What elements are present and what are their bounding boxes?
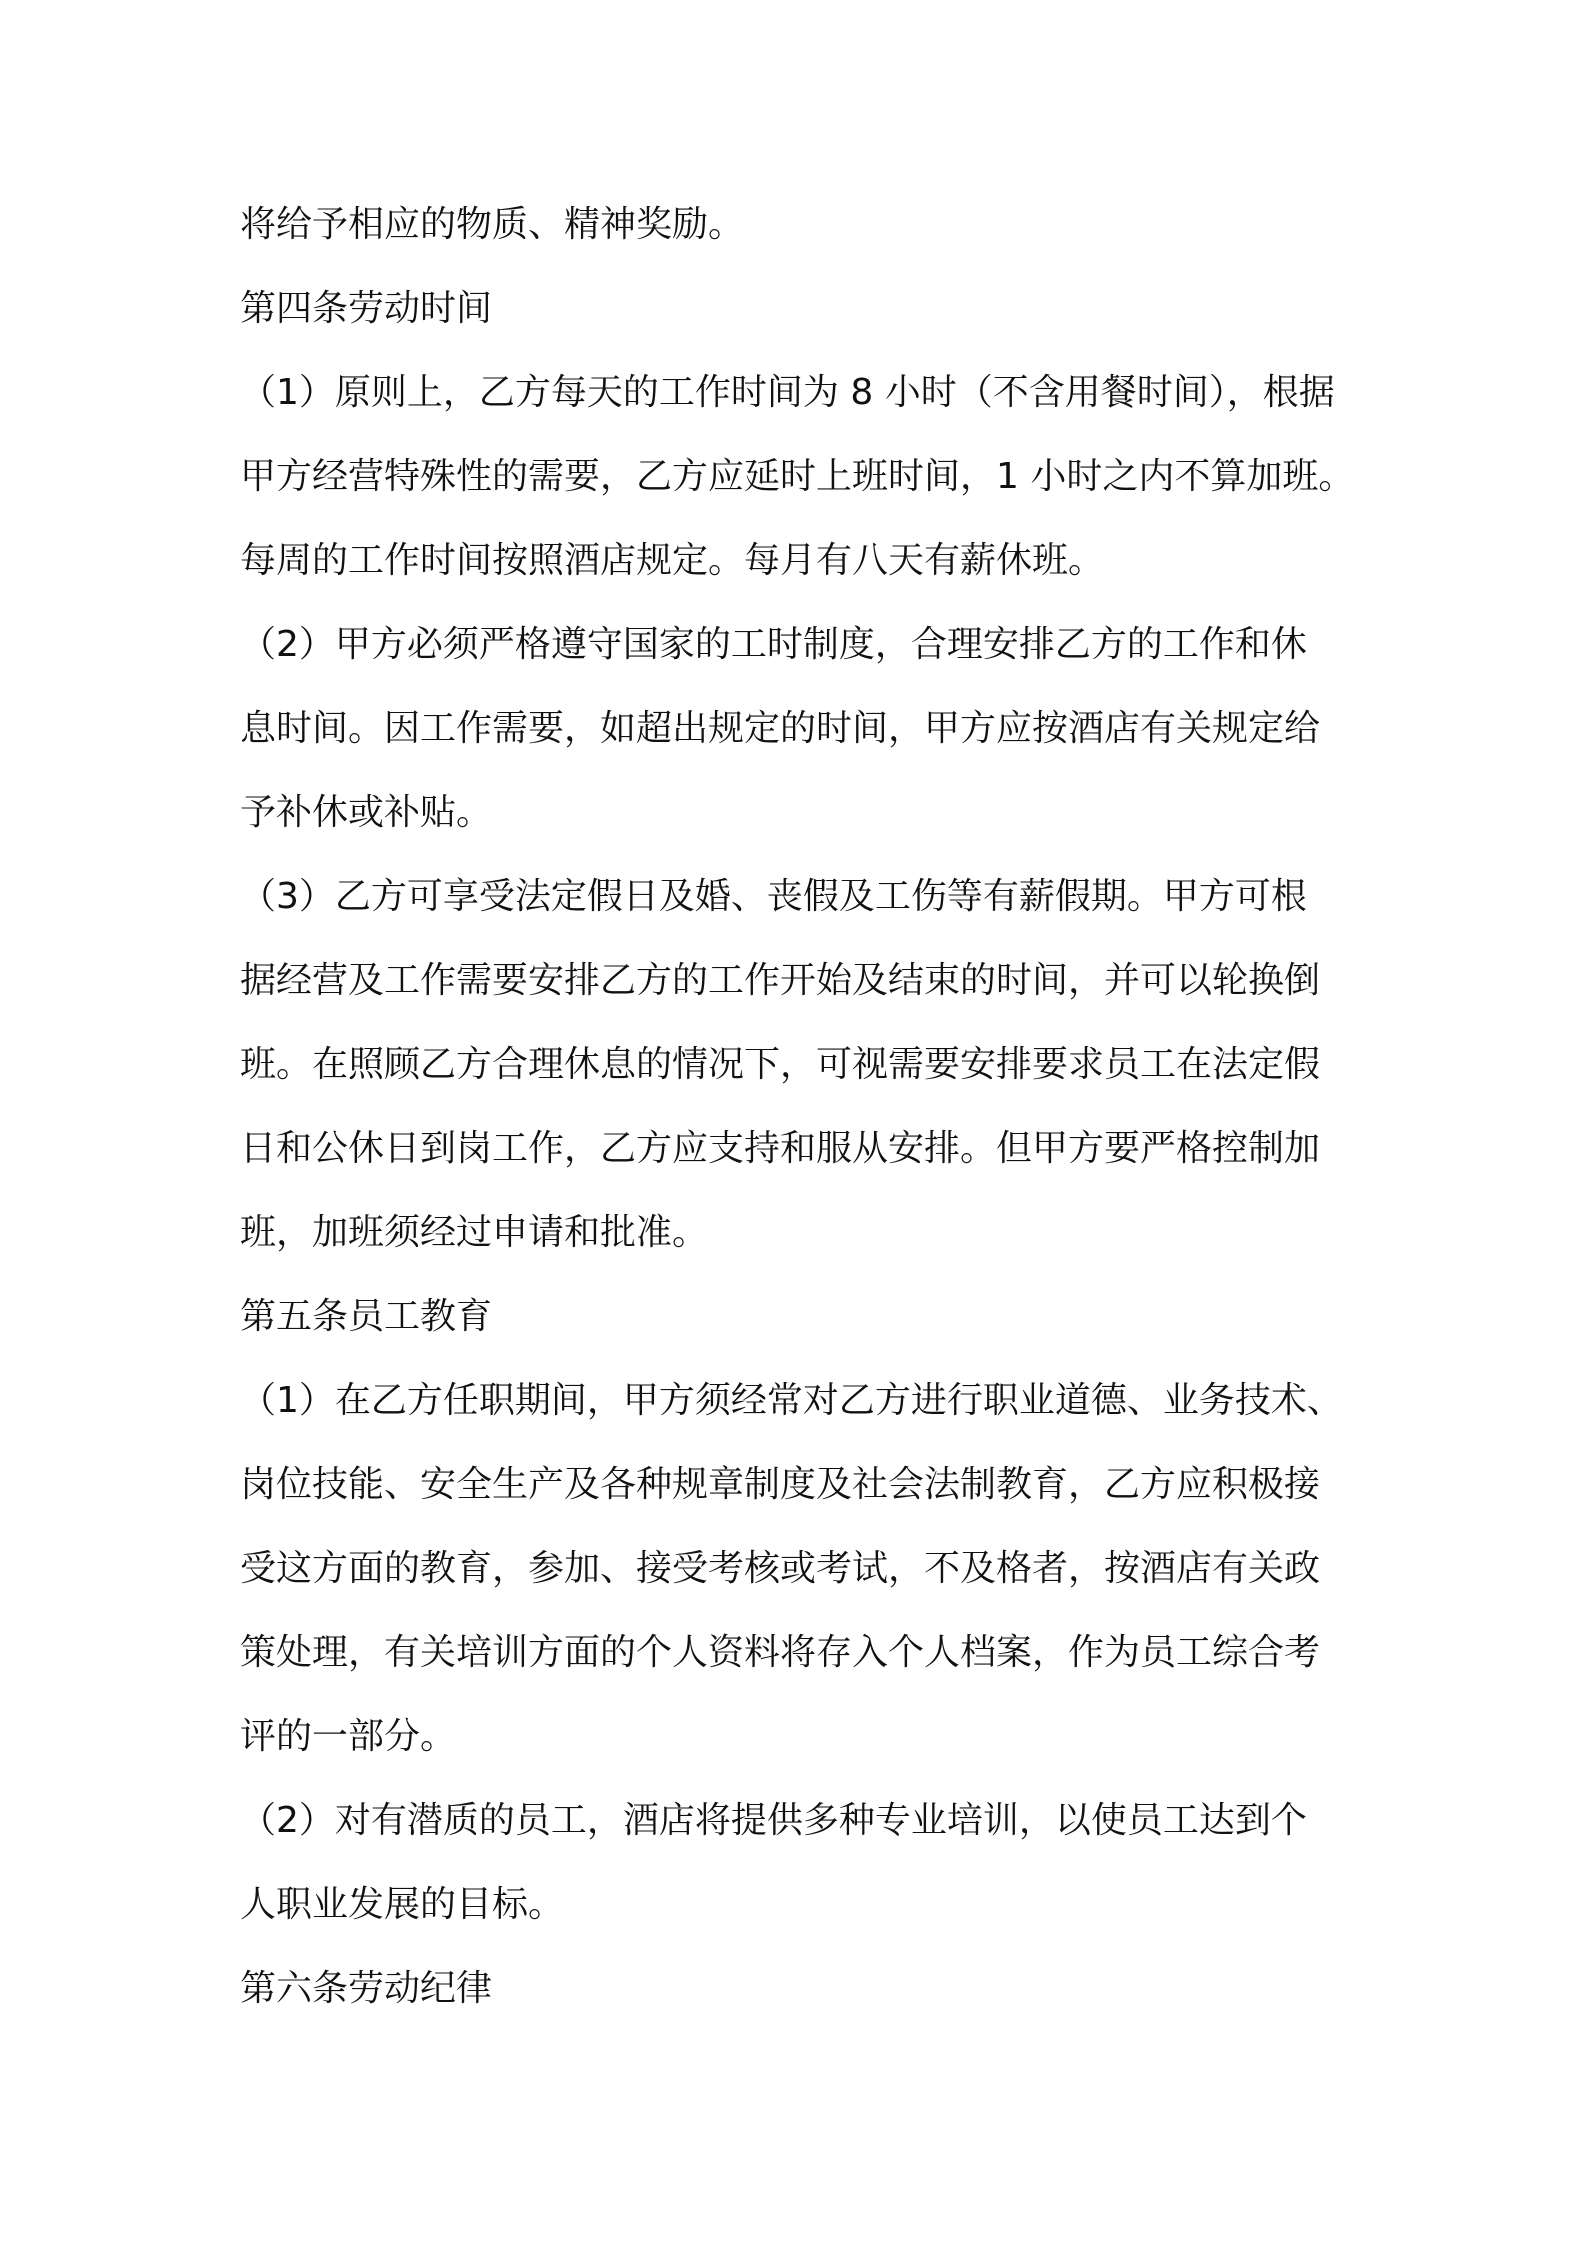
paragraph-line: 甲方经营特殊性的需要，乙方应延时上班时间，1 小时之内不算加班。: [240, 456, 1355, 497]
paragraph-line: （1）原则上，乙方每天的工作时间为 8 小时（不含用餐时间），根据: [240, 372, 1335, 413]
paragraph-line: （2）对有潜质的员工，酒店将提供多种专业培训，以使员工达到个: [240, 1800, 1307, 1841]
paragraph-line: 日和公休日到岗工作，乙方应支持和服从安排。但甲方要严格控制加: [240, 1128, 1321, 1169]
section-heading-article-5: 第五条员工教育: [240, 1296, 493, 1337]
section-heading-article-6: 第六条劳动纪律: [240, 1968, 493, 2009]
paragraph-line: 将给予相应的物质、精神奖励。: [240, 204, 745, 245]
paragraph-line: （1）在乙方任职期间，甲方须经常对乙方进行职业道德、业务技术、: [240, 1380, 1343, 1421]
paragraph-line: 据经营及工作需要安排乙方的工作开始及结束的时间，并可以轮换倒: [240, 960, 1321, 1001]
paragraph-line: 评的一部分。: [240, 1716, 457, 1757]
paragraph-line: 每周的工作时间按照酒店规定。每月有八天有薪休班。: [240, 540, 1105, 581]
paragraph-line: 予补休或补贴。: [240, 792, 493, 833]
paragraph-line: 策处理，有关培训方面的个人资料将存入个人档案，作为员工综合考: [240, 1632, 1321, 1673]
paragraph-line: （3）乙方可享受法定假日及婚、丧假及工伤等有薪假期。甲方可根: [240, 876, 1307, 917]
paragraph-line: 班，加班须经过申请和批准。: [240, 1212, 709, 1253]
paragraph-line: 人职业发展的目标。: [240, 1884, 565, 1925]
paragraph-line: 岗位技能、安全生产及各种规章制度及社会法制教育，乙方应积极接: [240, 1464, 1321, 1505]
paragraph-line: （2）甲方必须严格遵守国家的工时制度，合理安排乙方的工作和休: [240, 624, 1307, 665]
paragraph-line: 息时间。因工作需要，如超出规定的时间，甲方应按酒店有关规定给: [240, 708, 1321, 749]
paragraph-line: 受这方面的教育，参加、接受考核或考试，不及格者，按酒店有关政: [240, 1548, 1321, 1589]
section-heading-article-4: 第四条劳动时间: [240, 288, 493, 329]
paragraph-line: 班。在照顾乙方合理休息的情况下，可视需要安排要求员工在法定假: [240, 1044, 1321, 1085]
